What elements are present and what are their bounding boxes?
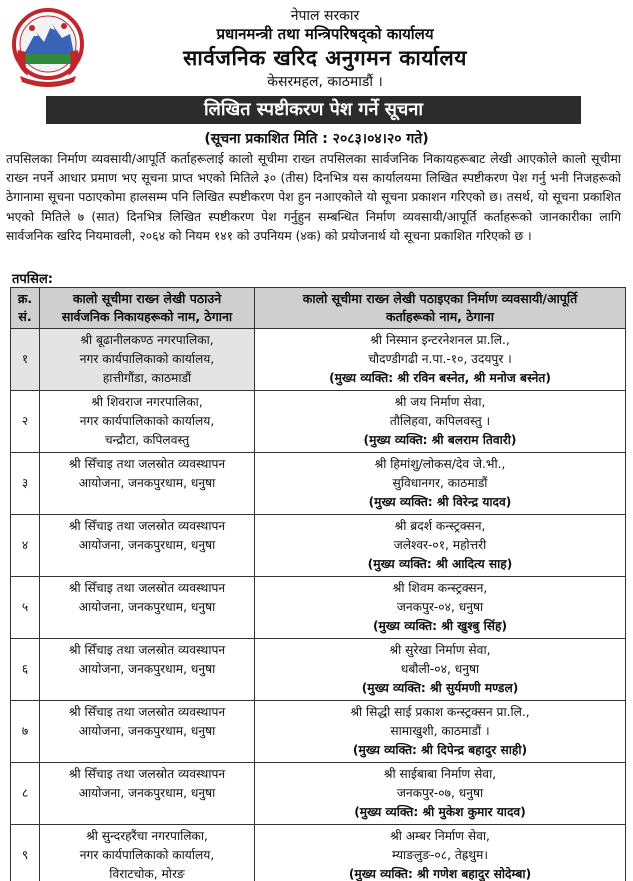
contractor-cell: श्री हिमांशु/लोकस/देव जे.भी., सुविधानगर, काठमाडौं (मुख्य व्यक्ति: श्री विरेन्द्र यादव) (255, 453, 626, 515)
notice-title-banner: लिखित स्पष्टीकरण पेश गर्ने सूचना (46, 96, 581, 124)
serial-number: ६ (11, 639, 40, 701)
contractor-cell: श्री अम्बर निर्माण सेवा, म्याङलुङ-०८, तेह्रथुम। (मुख्य व्यक्ति: श्री गणेश बहादुर सोदेम्बा) (255, 825, 626, 881)
public-entity-cell: श्री सिँचाइ तथा जलस्रोत व्यवस्थापन आयोजना, जनकपुरधाम, धनुषा (40, 515, 255, 577)
column-header-contractor: कालो सूचीमा राख्न लेखी पठाइएका निर्माण व्यवसायी/आपूर्ति कर्ताहरूको नाम, ठेगाना (255, 288, 626, 329)
key-person: (मुख्य व्यक्ति: श्री आदित्य साह) (367, 557, 513, 571)
publication-date: (सूचना प्रकाशित मिति : २०८३।०४।२० गते) (204, 131, 429, 147)
public-entity-cell: श्री सिँचाइ तथा जलस्रोत व्यवस्थापन आयोजना, जनकपुरधाम, धनुषा (40, 639, 255, 701)
public-entity-cell: श्री बूढानीलकण्ठ नगरपालिका, नगर कार्यपालिकाको कार्यालय, हात्तीगौंडा, काठमाडौं (40, 329, 255, 391)
contractor-cell: श्री सुरेखा निर्माण सेवा, धबौली-०४, धनुषा (मुख्य व्यक्ति: श्री सुर्यमणी मण्डल) (255, 639, 626, 701)
key-person: (मुख्य व्यक्ति: श्री मुकेश कुमार यादव) (354, 805, 526, 819)
key-person: (मुख्य व्यक्ति: श्री विरेन्द्र यादव) (368, 495, 512, 509)
public-entity-cell: श्री सिँचाइ तथा जलस्रोत व्यवस्थापन आयोजना, जनकपुरधाम, धनुषा (40, 453, 255, 515)
contractor-cell: श्री सिद्धी साई प्रकाश कन्स्ट्रक्सन प्रा.लि., सामाखुशी, काठमाडौं । (मुख्य व्यक्ति: श्री दिपेन्द्र बहादुर साही) (255, 701, 626, 763)
contractor-cell: श्री शिवम कन्स्ट्रक्सन, जनकपुर-०४, धनुषा (मुख्य व्यक्ति: श्री खुश्बु सिंह) (255, 577, 626, 639)
table-row (11, 515, 626, 577)
public-entity-cell: श्री सिँचाइ तथा जलस्रोत व्यवस्थापन आयोजना, जनकपुरधाम, धनुषा (40, 577, 255, 639)
serial-number: २ (11, 391, 40, 453)
key-person: (मुख्य व्यक्ति: श्री सुर्यमणी मण्डल) (361, 681, 519, 695)
government-name: नेपाल सरकार (290, 8, 360, 24)
notice-body-text: तपसिलका निर्माण व्यवसायी/आपूर्ति कर्ताहरूलाई कालो सूचीमा राख्न तपसिलका सार्वजनिक निकायहरूबाट लेखी आएकोले कालो सूचीमा राख्न नपर्ने आधार प्रमाण भए सूचना प्राप्त भएको मितिले ३० (तीस) दिनभित्र यस कार्यालयमा लिखित स्पष्टीकरण पेश गर्नु भनी निजहरूको ठेगानामा सूचना पठाएकोमा हालसम्म पनि लिखित स्पष्टीकरण पेश हुन नआएकोले यो सूचना प्रकाशन गरिएको छ। तसर्थ, यो सूचना प्रकाशित भएको मितिले ७ (सात) दिनभित्र लिखित स्पष्टीकरण पेश गर्नुहुन सम्बन्धित निर्माण व्यवसायी/आपूर्ति कर्ताहरूको जानकारीका लागि सार्वजनिक खरिद नियमावली, २०६४ को नियम १४१ को उपनियम (४क) को प्रयोजनार्थ यो सूचना प्रकाशित गरिएको छ । (6, 152, 621, 243)
serial-number: ५ (11, 577, 40, 639)
column-header-serial: क्र. सं. (11, 288, 40, 329)
key-person: (मुख्य व्यक्ति: श्री दिपेन्द्र बहादुर साही) (352, 743, 528, 757)
table-header-row (11, 288, 626, 329)
key-person: (मुख्य व्यक्ति: श्री खुश्बु सिंह) (372, 619, 508, 633)
key-person: (मुख्य व्यक्ति: श्री रविन बस्नेत, श्री मनोज बस्नेत) (329, 371, 551, 385)
table-row (11, 453, 626, 515)
contractor-cell: श्री निस्मान इन्टरनेशनल प्रा.लि., चौदण्डीगढी न.पा.-१०, उदयपुर । (मुख्य व्यक्ति: श्री रविन बस्नेत, श्री मनोज बस्नेत) (255, 329, 626, 391)
key-person: (मुख्य व्यक्ति: श्री गणेश बहादुर सोदेम्बा) (348, 867, 532, 881)
public-entity-cell: श्री सुन्दरहरैंचा नगरपालिका, नगर कार्यपालिकाको कार्यालय, विराटचोक, मोरङ (40, 825, 255, 881)
serial-number: ९ (11, 825, 40, 881)
serial-number: ७ (11, 701, 40, 763)
table-row (11, 329, 626, 391)
table-row (11, 825, 626, 881)
table-row (11, 701, 626, 763)
table-body (11, 329, 626, 881)
public-entity-cell: श्री शिवराज नगरपालिका, नगर कार्यपालिकाको कार्यालय, चन्द्रौटा, कपिलवस्तु (40, 391, 255, 453)
ministry-name: प्रधानमन्त्री तथा मन्त्रिपरिषद्को कार्यालय (216, 25, 434, 43)
table-row (11, 391, 626, 453)
nepal-government-emblem-icon (10, 6, 86, 88)
public-entity-cell: श्री सिँचाइ तथा जलस्रोत व्यवस्थापन आयोजना, जनकपुरधाम, धनुषा (40, 701, 255, 763)
contractor-cell: श्री ब्रदर्श कन्स्ट्रक्सन, जलेश्वर-०१, महोत्तरी (मुख्य व्यक्ति: श्री आदित्य साह) (255, 515, 626, 577)
office-name: सार्वजनिक खरिद अनुगमन कार्यालय (183, 46, 467, 70)
details-label: तपसिल: (12, 272, 53, 287)
public-entity-cell: श्री सिँचाइ तथा जलस्रोत व्यवस्थापन आयोजना, जनकपुरधाम, धनुषा (40, 763, 255, 825)
office-address: केसरमहल, काठमाडौं । (267, 74, 383, 90)
column-header-public-entity: कालो सूचीमा राख्न लेखी पठाउने सार्वजनिक निकायहरूको नाम, ठेगाना (40, 288, 255, 329)
serial-number: ४ (11, 515, 40, 577)
table-row (11, 763, 626, 825)
contractor-cell: श्री साईबाबा निर्माण सेवा, जनकपुर-०७, धनुषा (मुख्य व्यक्ति: श्री मुकेश कुमार यादव) (255, 763, 626, 825)
serial-number: ८ (11, 763, 40, 825)
table-row (11, 577, 626, 639)
serial-number: १ (11, 329, 40, 391)
blacklist-table (10, 287, 626, 881)
table-row (11, 639, 626, 701)
serial-number: ३ (11, 453, 40, 515)
contractor-cell: श्री जय निर्माण सेवा, तौलिहवा, कपिलवस्तु । (मुख्य व्यक्ति: श्री बलराम तिवारी) (255, 391, 626, 453)
key-person: (मुख्य व्यक्ति: श्री बलराम तिवारी) (363, 433, 517, 447)
